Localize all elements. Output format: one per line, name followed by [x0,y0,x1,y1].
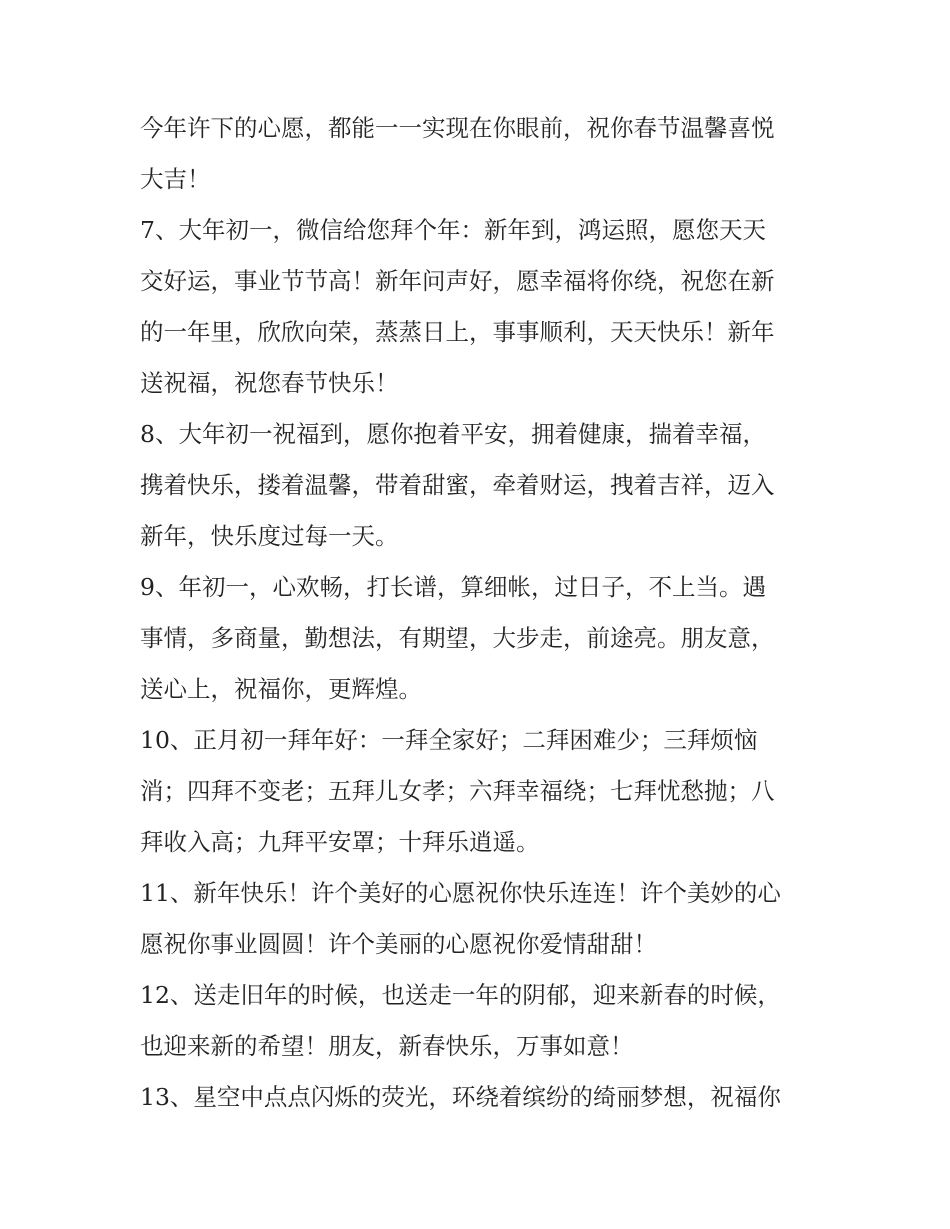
text-line: 9、年初一，心欢畅，打长谱，算细帐，过日子，不上当。遇 [140,573,766,601]
text-line: 事情，多商量，勤想法，有期望，大步走，前途亮。朋友意， [140,624,775,652]
text-line: 的一年里，欣欣向荣，蒸蒸日上，事事顺利，天天快乐！新年 [140,318,775,346]
text-line: 也迎来新的希望！朋友，新春快乐，万事如意！ [140,1032,634,1060]
text-line: 大吉！ [140,165,211,193]
text-line: 新年，快乐度过每一天。 [140,522,399,550]
text-line: 携着快乐，搂着温馨，带着甜蜜，牵着财运，拽着吉祥，迈入 [140,471,775,499]
text-line: 交好运，事业节节高！新年问声好，愿幸福将你绕，祝您在新 [140,267,775,295]
text-line: 送祝福，祝您春节快乐！ [140,369,399,397]
text-line: 10、正月初一拜年好：一拜全家好；二拜困难少；三拜烦恼 [140,726,758,754]
text-line: 今年许下的心愿，都能一一实现在你眼前，祝你春节温馨喜悦 [140,114,775,142]
text-line: 消；四拜不变老；五拜儿女孝；六拜幸福绕；七拜忧愁抛；八 [140,777,775,805]
text-line: 12、送走旧年的时候，也送走一年的阴郁，迎来新春的时候， [140,981,781,1009]
text-line: 愿祝你事业圆圆！许个美丽的心愿祝你爱情甜甜！ [140,930,657,958]
document-body [140,103,812,1123]
text-line: 拜收入高；九拜平安罩；十拜乐逍遥。 [140,828,540,856]
text-line: 8、大年初一祝福到，愿你抱着平安，拥着健康，揣着幸福， [140,420,766,448]
text-line: 13、星空中点点闪烁的荧光，环绕着缤纷的绮丽梦想，祝福你 [140,1083,781,1111]
text-line: 送心上，祝福你，更辉煌。 [140,675,422,703]
text-line: 7、大年初一，微信给您拜个年：新年到，鸿运照，愿您天天 [140,216,766,244]
text-line: 11、新年快乐！许个美好的心愿祝你快乐连连！许个美妙的心 [140,879,781,907]
